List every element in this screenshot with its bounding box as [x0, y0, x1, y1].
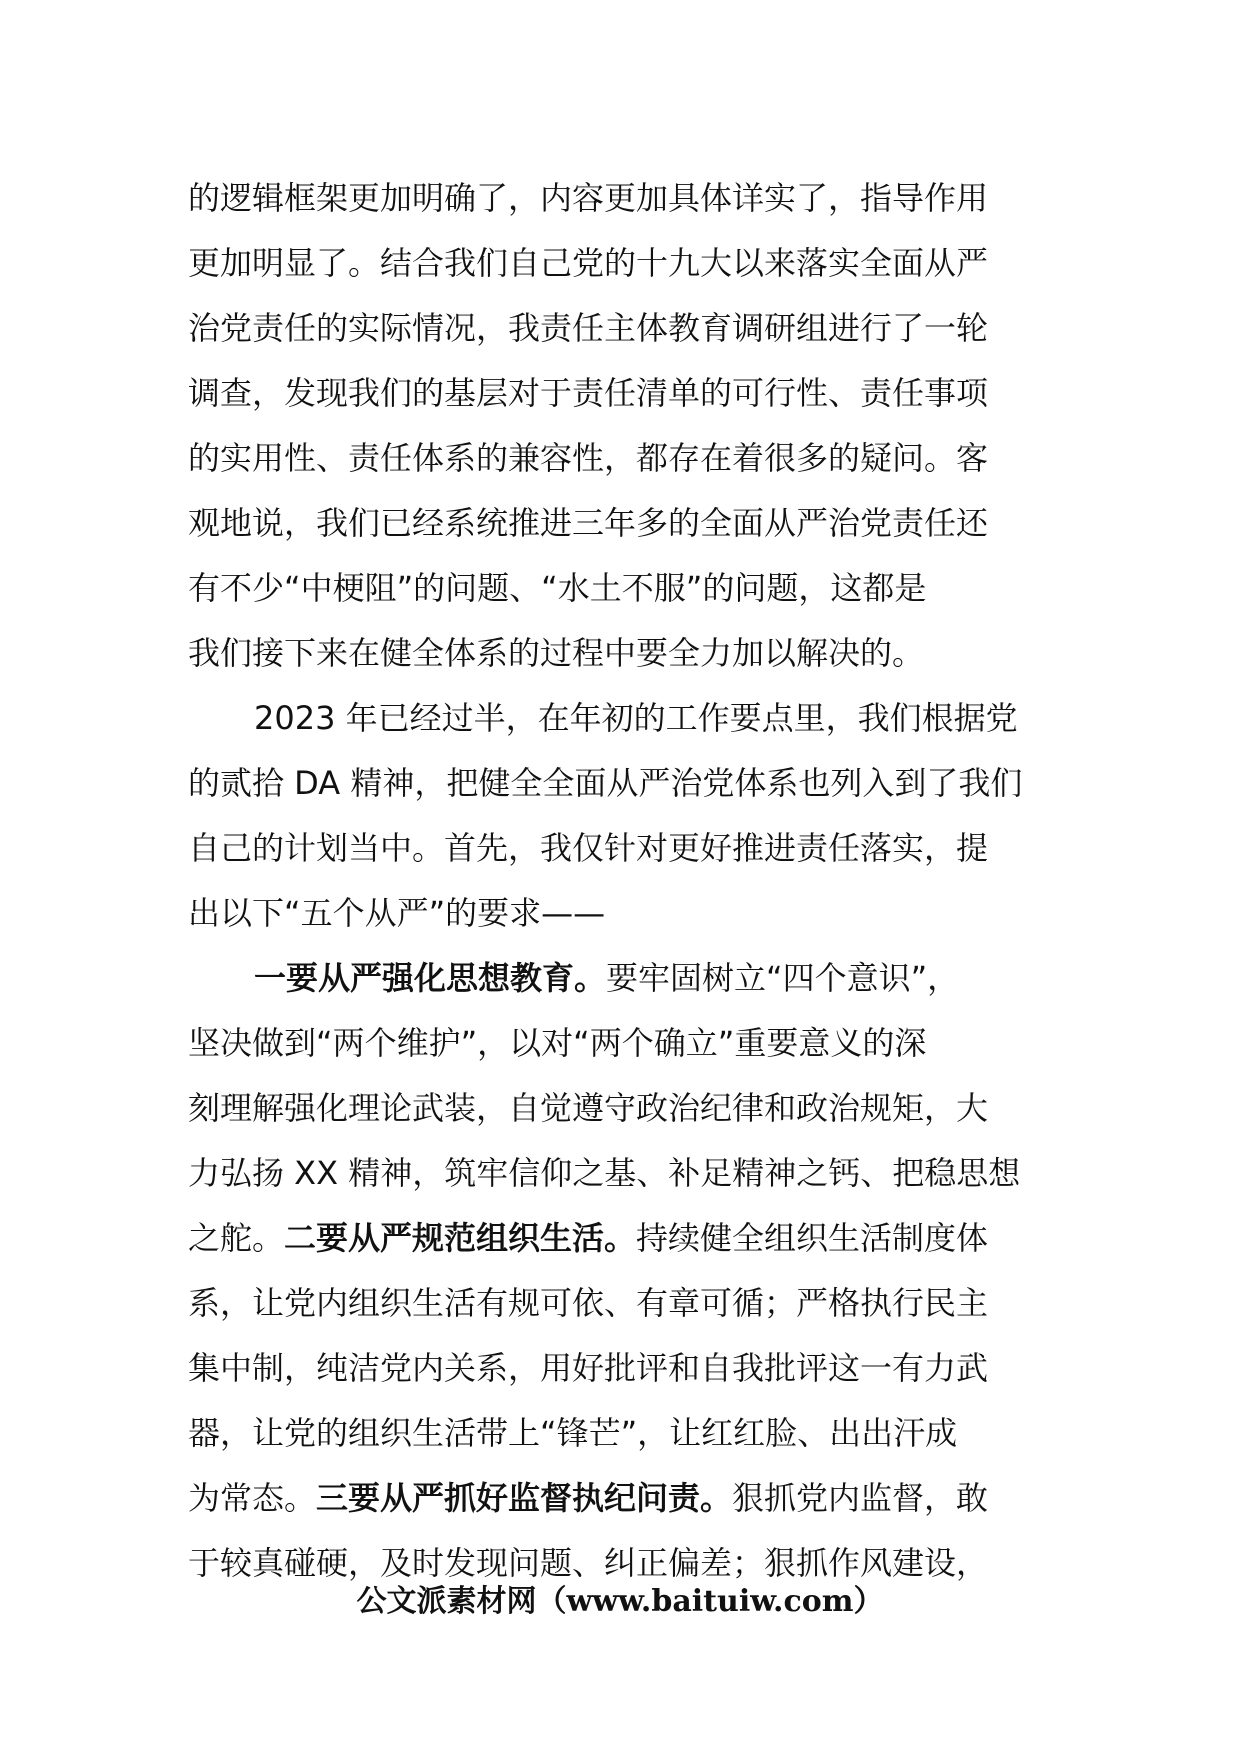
- body-text: 刻理解强化理论武装，自觉遵守政治纪律和政治规矩，大: [188, 1089, 989, 1127]
- text-line: [188, 751, 1056, 816]
- text-line: [188, 816, 1056, 881]
- body-text: 系，让党内组织生活有规可依、有章可循；严格执行民主: [188, 1284, 989, 1322]
- body-text: 的实用性、责任体系的兼容性，都存在着很多的疑问。客: [188, 439, 989, 477]
- body-text: 器，让党的组织生活带上“锋芒”，让红红脸、出出汗成: [188, 1414, 958, 1452]
- text-line: [188, 1271, 1056, 1336]
- body-text: 调查，发现我们的基层对于责任清单的可行性、责任事项: [188, 374, 989, 412]
- text-line: [188, 1206, 1056, 1271]
- body-text: 出以下“五个从严”的要求——: [188, 894, 606, 932]
- body-text: 有不少“中梗阻”的问题、“水土不服”的问题，这都是: [188, 569, 927, 607]
- body-text: 集中制，纯洁党内关系，用好批评和自我批评这一有力武: [188, 1349, 989, 1387]
- body-text: 于较真碰硬，及时发现问题、纠正偏差；狠抓作风建设，: [188, 1544, 989, 1582]
- text-line: [188, 946, 1056, 1011]
- footer-watermark: 公文派素材网（www.baituiw.com）: [356, 1584, 884, 1619]
- text-line: [188, 556, 1056, 621]
- body-text: 坚决做到“两个维护”，以对“两个确立”重要意义的深: [188, 1024, 927, 1062]
- body-text: 狠抓党内监督，敢: [732, 1479, 989, 1517]
- text-line: [188, 1466, 1056, 1531]
- bold-heading-text: 二要从严规范组织生活。: [284, 1219, 637, 1257]
- body-text: 的逻辑框架更加明确了，内容更加具体详实了，指导作用: [188, 179, 989, 217]
- bold-heading-text: 三要从严抓好监督执纪问责。: [316, 1479, 733, 1517]
- text-line: [188, 491, 1056, 556]
- body-text: 要牢固树立“四个意识”，: [606, 959, 960, 997]
- body-text: 持续健全组织生活制度体: [636, 1219, 989, 1257]
- text-line: [188, 1141, 1056, 1206]
- text-line: [188, 361, 1056, 426]
- text-line: [188, 296, 1056, 361]
- document-body: [188, 166, 1056, 1596]
- body-text: 治党责任的实际情况，我责任主体教育调研组进行了一轮: [188, 309, 989, 347]
- body-text: 为常态。: [188, 1479, 317, 1517]
- bold-heading-text: 一要从严强化思想教育。: [254, 959, 607, 997]
- body-text: 自己的计划当中。首先，我仅针对更好推进责任落实，提: [188, 829, 989, 867]
- text-line: [188, 231, 1056, 296]
- text-line: [188, 166, 1056, 231]
- text-line: [188, 686, 1056, 751]
- body-text: 更加明显了。结合我们自己党的十九大以来落实全面从严: [188, 244, 989, 282]
- body-text: 2023 年已经过半，在年初的工作要点里，我们根据党: [254, 699, 1018, 737]
- body-text: 我们接下来在健全体系的过程中要全力加以解决的。: [188, 634, 925, 672]
- text-line: [188, 621, 1056, 686]
- text-line: [188, 1401, 1056, 1466]
- body-text: 的贰拾 DA 精神，把健全全面从严治党体系也列入到了我们: [188, 764, 1023, 802]
- body-text: 观地说，我们已经系统推进三年多的全面从严治党责任还: [188, 504, 989, 542]
- text-line: [188, 881, 1056, 946]
- body-text: 之舵。: [188, 1219, 285, 1257]
- text-line: [188, 1336, 1056, 1401]
- body-text: 力弘扬 XX 精神，筑牢信仰之基、补足精神之钙、把稳思想: [188, 1154, 1021, 1192]
- text-line: [188, 1011, 1056, 1076]
- text-line: [188, 426, 1056, 491]
- text-line: [188, 1076, 1056, 1141]
